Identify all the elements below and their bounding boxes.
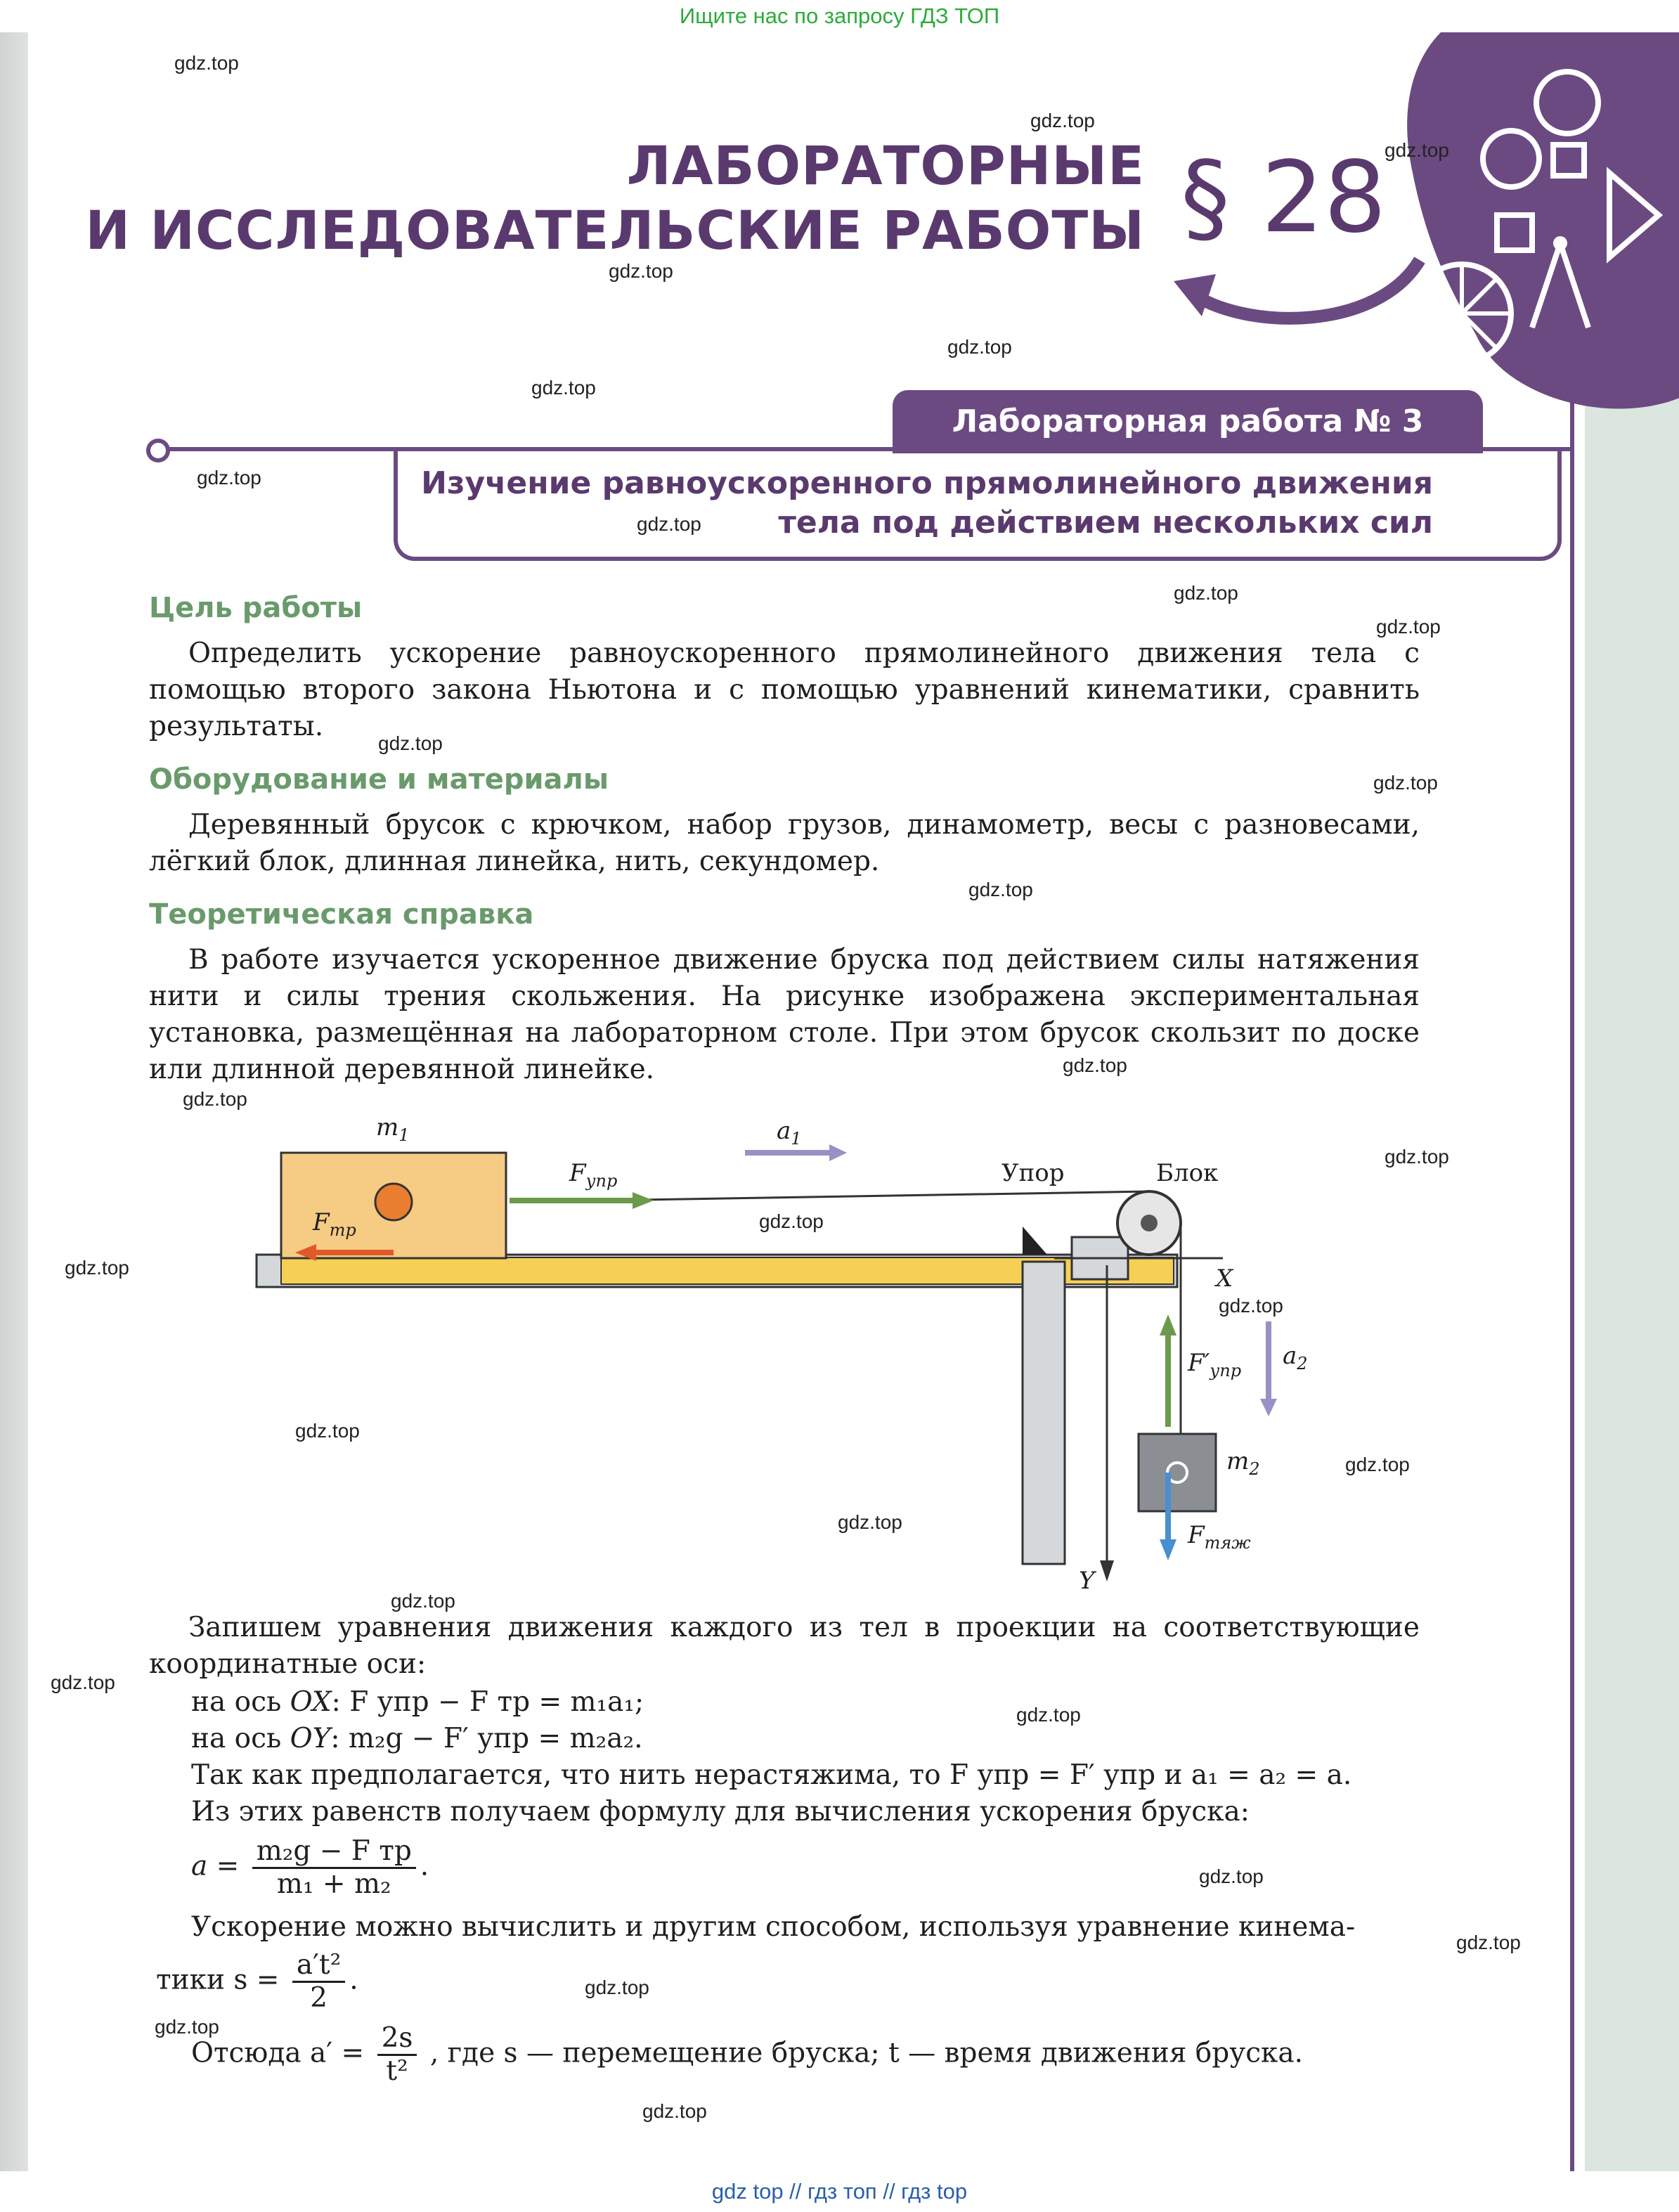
watermark: gdz.top (1174, 582, 1238, 604)
watermark: gdz.top (968, 879, 1033, 900)
lab-title-line1: Изучение равноускоренного прямолинейного движения (421, 465, 1433, 501)
watermark: gdz.top (155, 2016, 219, 2038)
lab-number-tab: Лабораторная работа № 3 (893, 390, 1483, 453)
kinematics-text: Ускорение можно вычислить и другим способом, используя уравнение кинема- (191, 1911, 1356, 1943)
chapter-emblem (1399, 32, 1679, 426)
ox-prefix: на ось (191, 1686, 290, 1718)
label-f-upr: $F_{упр}$ (569, 1159, 618, 1191)
kin-fraction (292, 1950, 345, 2014)
ox-axis: OX (290, 1686, 332, 1718)
formula-fraction (252, 1836, 416, 1900)
label-m1: $m_1$ (376, 1113, 410, 1145)
formula-lhs: a = (191, 1850, 248, 1882)
oy-equation: : m₂g − F′ упр = m₂a₂. (330, 1723, 643, 1754)
block-mark (375, 1184, 412, 1220)
watermark: gdz.top (759, 1210, 824, 1232)
theory-heading: Теоретическая справка (149, 898, 534, 931)
watermark: gdz.top (174, 52, 239, 74)
watermark: gdz.top (838, 1511, 902, 1533)
watermark: gdz.top (642, 2100, 707, 2122)
watermark: gdz.top (585, 1977, 649, 1998)
equipment-text-body: Деревянный брусок с крючком, набор грузов, динамометр, весы с разновесами, лёгкий блок, длинная линейка, нить, секундомер. (149, 809, 1420, 877)
inextensible-text: Так как предполагается, что нить нерастяжима, то F упр = F′ упр и a₁ = a₂ = a. (191, 1759, 1352, 1791)
table-leg (1023, 1262, 1065, 1564)
label-stop: Упор (1001, 1159, 1065, 1187)
watermark: gdz.top (295, 1420, 360, 1442)
equipment-text (149, 807, 1420, 880)
watermark: gdz.top (1373, 772, 1438, 794)
equipment-heading: Оборудование и материалы (149, 763, 609, 796)
watermark: gdz.top (65, 1257, 129, 1279)
result-numerator: 2s (377, 2023, 417, 2056)
watermark: gdz.top (1219, 1295, 1283, 1317)
weight-m2 (1139, 1434, 1216, 1511)
goal-heading: Цель работы (149, 592, 363, 624)
watermark: gdz.top (1456, 1932, 1521, 1953)
label-block: Блок (1156, 1159, 1219, 1187)
watermark: gdz.top (183, 1088, 247, 1110)
theory-text (149, 942, 1420, 1088)
watermark: gdz.top (1063, 1054, 1127, 1076)
chapter-title (85, 134, 1145, 263)
theory-text-body: В работе изучается ускоренное движение бруска под действием силы натяжения нити и силы трения скольжения. На рисунке изображена экспериментальная установка, размещённая на лабораторном столе. При этом брусок скользит по доске или длинной деревянной линейке. (149, 944, 1420, 1085)
lab-side-line (1570, 394, 1574, 2186)
formula-numerator: m₂g − F тр (252, 1836, 416, 1869)
watermark: gdz.top (947, 336, 1012, 358)
label-axis-x: X (1216, 1265, 1233, 1293)
chapter-title-line1: ЛАБОРАТОРНЫЕ (626, 134, 1145, 197)
stop (1023, 1227, 1047, 1255)
equation-oy (191, 1721, 643, 1757)
formula-denominator: m₁ + m₂ (276, 1868, 391, 1900)
watermark: gdz.top (51, 1671, 115, 1693)
result-prefix: Отсюда a′ = (191, 2037, 373, 2069)
acceleration-formula: a = $\frac{\text{m₂g − F тр}}{\text{m₁ + m₂}}$ . (191, 1835, 429, 1900)
label-f-upr-prime: $F'_{упр}$ (1188, 1349, 1242, 1380)
equations-intro-body: Запишем уравнения движения каждого из тел в проекции на соответствующие координатные оси: (149, 1612, 1420, 1680)
kin-prefix: тики s = (156, 1964, 288, 1996)
watermark: gdz.top (1030, 110, 1095, 131)
bottom-banner[interactable]: gdz top // гдз топ // гдз top (0, 2171, 1679, 2212)
top-banner[interactable]: Ищите нас по запросу ГДЗ ТОП (0, 0, 1679, 32)
watermark: gdz.top (1199, 1865, 1264, 1887)
oy-axis: OY (290, 1723, 331, 1754)
oy-prefix: на ось (191, 1723, 290, 1754)
label-f-tr: $F_{тр}$ (313, 1208, 356, 1240)
result-fraction (377, 2023, 417, 2087)
watermark: gdz.top (378, 732, 443, 754)
watermark: gdz.top (637, 513, 701, 535)
label-f-tyazh: $F_{тяж}$ (1188, 1521, 1251, 1553)
watermark: gdz.top (609, 260, 673, 282)
watermark: gdz.top (1345, 1454, 1410, 1475)
goal-text (149, 635, 1420, 745)
equation-ox (191, 1684, 644, 1721)
result-denominator: t² (386, 2055, 408, 2087)
setup-figure (141, 1097, 1476, 1603)
paragraph-number: § 28 (1181, 141, 1387, 255)
lab-title (421, 464, 1433, 543)
lab-divider-dot (146, 439, 170, 463)
label-a2: $a_2$ (1283, 1342, 1308, 1373)
lab-title-line2: тела под действием нескольких сил (778, 505, 1433, 541)
label-axis-y: Y (1079, 1567, 1095, 1595)
equations-intro (149, 1610, 1420, 1683)
label-m2: $m_2$ (1226, 1447, 1260, 1479)
result-formula (191, 2023, 1303, 2087)
watermark: gdz.top (1385, 1146, 1449, 1168)
result-suffix: , где s — перемещение бруска; t — время движения бруска. (429, 2037, 1304, 2069)
watermark: gdz.top (1376, 616, 1441, 638)
watermark: gdz.top (1385, 139, 1449, 161)
kin-denominator: 2 (310, 1982, 328, 2014)
derive-text: Из этих равенств получаем формулу для вычисления ускорения бруска: (191, 1796, 1250, 1828)
goal-text-body: Определить ускорение равноускоренного прямолинейного движения тела с помощью второго закона Ньютона и с помощью уравнений кинематики, сравнить результаты. (149, 638, 1420, 742)
kin-numerator: a′t² (292, 1950, 345, 1983)
watermark: gdz.top (531, 377, 596, 399)
watermark: gdz.top (197, 467, 261, 489)
label-a1: $a_1$ (777, 1117, 802, 1149)
chapter-title-line2: И ИССЛЕДОВАТЕЛЬСКИЕ РАБОТЫ (85, 199, 1145, 261)
kinematics-formula: тики s = $\frac{\text{a′t²}}{2}$ . (156, 1949, 358, 2014)
watermark: gdz.top (1016, 1704, 1081, 1726)
ox-equation: : F упр − F тр = m₁a₁; (331, 1686, 644, 1718)
watermark: gdz.top (391, 1590, 455, 1612)
